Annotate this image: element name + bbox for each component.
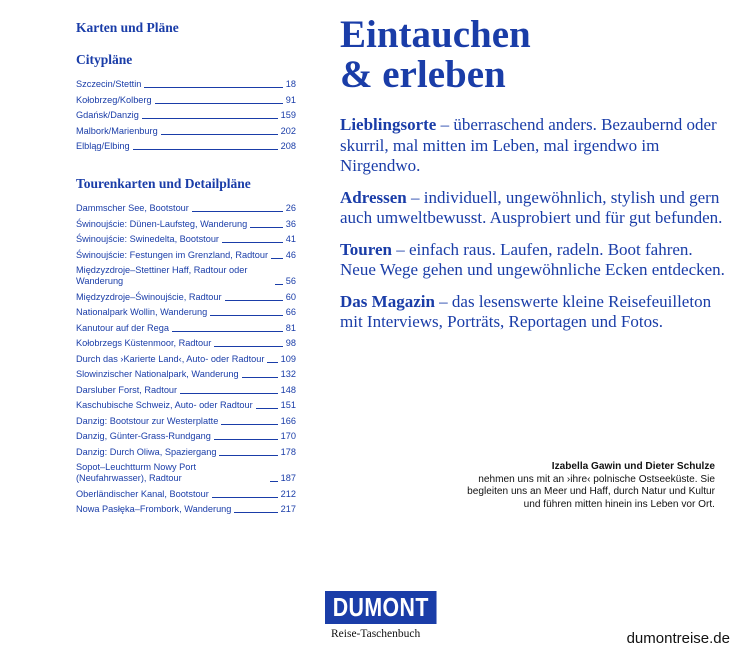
- toc-leader-line: [172, 331, 283, 332]
- toc-leader-line: [180, 393, 278, 394]
- toc-entry: [76, 385, 296, 396]
- toc-leader-line: [242, 377, 278, 378]
- logo-wordmark: DUMONT: [325, 591, 437, 624]
- toc-entry: [76, 203, 296, 214]
- dumont-logo: [325, 591, 437, 640]
- toc-page-number: 208: [280, 141, 296, 151]
- feature-magazin: [340, 292, 730, 333]
- toc-leader-line: [222, 242, 283, 243]
- toc-leader-line: [256, 408, 278, 409]
- feature-term: Adressen: [340, 187, 407, 207]
- toc-leader-line: [270, 481, 278, 482]
- toc-page-number: 56: [285, 276, 296, 286]
- toc-entry-title: Gdańsk/Danzig: [76, 110, 139, 120]
- toc-entry-title: Darsluber Forst, Radtour: [76, 384, 178, 395]
- city-maps-list: [76, 79, 296, 157]
- toc-page-number: 41: [285, 234, 296, 244]
- toc-entry-title: Międzyzdroje–Świnoujście, Radtour: [76, 291, 222, 302]
- toc-page-number: 217: [280, 504, 296, 514]
- toc-page-number: 81: [285, 322, 296, 333]
- toc-leader-line: [250, 227, 283, 228]
- headline: [340, 15, 730, 95]
- toc-entry-title: Malbork/Marienburg: [76, 125, 158, 136]
- toc-entry: [76, 110, 296, 121]
- toc-entry: [76, 307, 296, 318]
- toc-page-number: 109: [280, 353, 296, 364]
- toc-page-number: 178: [280, 446, 296, 457]
- toc-entry: [76, 489, 296, 500]
- toc-leader-line: [271, 258, 283, 259]
- author-caption: [452, 461, 715, 511]
- toc-page-number: 26: [285, 203, 296, 213]
- toc-entry: [76, 369, 296, 380]
- toc-entry-title: Międzyzdroje–Stettiner Haff, Radtour oder Wanderung: [76, 265, 248, 286]
- toc-leader-line: [219, 455, 277, 456]
- toc-entry: [76, 292, 296, 303]
- toc-entry: [76, 95, 296, 106]
- toc-entry: [76, 219, 296, 230]
- toc-leader-line: [212, 497, 278, 498]
- toc-entry-title: Nationalpark Wollin, Wanderung: [76, 307, 208, 317]
- toc-entry-title: Elbląg/Elbing: [76, 141, 130, 151]
- toc-page-number: 159: [280, 110, 296, 120]
- toc-leader-line: [142, 118, 278, 119]
- toc-leader-line: [192, 211, 283, 212]
- toc-leader-line: [133, 149, 278, 150]
- toc-page-number: 187: [280, 473, 296, 483]
- toc-page-number: 151: [280, 400, 296, 410]
- toc-entry: [76, 338, 296, 349]
- toc-page-number: 212: [280, 488, 296, 499]
- toc-entry: [76, 400, 296, 411]
- toc-page-number: 60: [285, 291, 296, 302]
- toc-page-number: 91: [285, 94, 296, 105]
- website-url[interactable]: dumontreise.de: [626, 630, 730, 647]
- toc-entry-title: Kanutour auf der Rega: [76, 322, 169, 333]
- toc-leader-line: [221, 424, 277, 425]
- toc-leader-line: [214, 439, 278, 440]
- feature-text: – überraschend anders. Bezaubernd oder skurril, mal mitten im Leben, mal irgendwo im Nirgendwo.: [340, 115, 717, 175]
- tour-maps-list: [76, 203, 296, 520]
- feature-text: – individuell, ungewöhnlich, stylish und gern auch umweltbewusst. Ausprobiert und für gut befunden.: [340, 187, 723, 227]
- toc-entry-title: Danzig: Durch Oliwa, Spaziergang: [76, 446, 217, 457]
- toc-leader-line: [267, 362, 277, 363]
- toc-page-number: 98: [285, 338, 296, 348]
- toc-leader-line: [275, 284, 283, 285]
- right-column: [340, 15, 730, 333]
- toc-entry-title: Świnoujście: Swinedelta, Bootstour: [76, 234, 219, 244]
- toc-entry-title: Danzig, Günter-Grass-Rundgang: [76, 431, 211, 441]
- toc-entry: [76, 234, 296, 245]
- toc-entry: [76, 416, 296, 427]
- toc-entry-title: Oberländischer Kanal, Bootstour: [76, 488, 209, 499]
- toc-leader-line: [225, 300, 283, 301]
- toc-entry-title: Kaschubische Schweiz, Auto- oder Radtour: [76, 400, 253, 410]
- toc-page-number: 202: [280, 125, 296, 136]
- toc-page-number: 36: [285, 218, 296, 229]
- toc-entry: [76, 504, 296, 515]
- toc-leader-line: [210, 315, 283, 316]
- toc-entry-title: Kołobrzeg/Kolberg: [76, 94, 152, 105]
- toc-leader-line: [144, 87, 282, 88]
- toc-entry-title: Slowinzischer Nationalpark, Wanderung: [76, 369, 239, 379]
- logo-subtitle: Reise-Taschenbuch: [331, 628, 421, 640]
- toc-entry: [76, 462, 296, 484]
- toc-page-number: 46: [285, 249, 296, 260]
- headline-line-2: & erleben: [340, 53, 506, 96]
- toc-entry: [76, 323, 296, 334]
- toc-entry-title: Dammscher See, Bootstour: [76, 203, 189, 213]
- toc-leader-line: [155, 103, 283, 104]
- toc-leader-line: [214, 346, 282, 347]
- toc-entry-title: Nowa Pasłęka–Frombork, Wanderung: [76, 504, 232, 514]
- toc-entry: [76, 447, 296, 458]
- toc-entry-title: Świnoujście: Festungen im Grenzland, Radtour: [76, 249, 269, 260]
- feature-adressen: [340, 188, 730, 229]
- toc-entry: [76, 265, 296, 287]
- toc-entry-title: Świnoujście: Dünen-Laufsteg, Wanderung: [76, 218, 248, 229]
- toc-entry-title: Danzig: Bootstour zur Westerplatte: [76, 415, 219, 426]
- author-names: Izabella Gawin und Dieter Schulze: [551, 461, 715, 472]
- feature-term: Touren: [340, 239, 392, 259]
- toc-page-number: 148: [280, 384, 296, 395]
- toc-page-number: 170: [280, 431, 296, 441]
- feature-term: Das Magazin: [340, 291, 435, 311]
- feature-text: – das lesenswerte kleine Reisefeuilleton mit Interviews, Porträts, Reportagen und Fotos.: [340, 291, 712, 331]
- toc-page-number: 166: [280, 415, 296, 426]
- toc-page-number: 132: [280, 369, 296, 379]
- toc-entry-title: Durch das ›Karierte Land‹, Auto- oder Radtour: [76, 353, 265, 364]
- feature-term: Lieblingsorte: [340, 115, 437, 134]
- toc-entry: [76, 126, 296, 137]
- toc-entry: [76, 431, 296, 442]
- toc-entry: [76, 354, 296, 365]
- feature-lieblingsorte: [340, 115, 730, 177]
- feature-touren: [340, 240, 730, 281]
- toc-entry: [76, 79, 296, 90]
- toc-page-number: 18: [285, 79, 296, 89]
- toc-entry-title: Kołobrzegs Küstenmoor, Radtour: [76, 338, 212, 348]
- toc-page-number: 66: [285, 307, 296, 317]
- toc-leader-line: [161, 134, 278, 135]
- toc-leader-line: [234, 512, 277, 513]
- toc-entry: [76, 141, 296, 152]
- feature-text: – einfach raus. Laufen, radeln. Boot fahren. Neue Wege gehen und ungewöhnliche Ecken entdecken.: [340, 239, 725, 279]
- author-description: nehmen uns mit an ›ihre‹ polnische Ostseeküste. Sie begleiten uns an Meer und Haff, durch Natur und Kultur und führen mitten hinein ins Leben vor Ort.: [467, 473, 715, 510]
- headline-line-1: Eintauchen: [340, 13, 531, 56]
- maps-section-title: Karten und Pläne: [76, 20, 179, 35]
- tour-maps-title: Tourenkarten und Detailpläne: [76, 176, 251, 191]
- toc-entry: [76, 250, 296, 261]
- city-maps-title: Citypläne: [76, 52, 133, 67]
- toc-entry-title: Sopot–Leuchtturm Nowy Port (Neufahrwasser), Radtour: [76, 462, 197, 483]
- toc-entry-title: Szczecin/Stettin: [76, 79, 142, 89]
